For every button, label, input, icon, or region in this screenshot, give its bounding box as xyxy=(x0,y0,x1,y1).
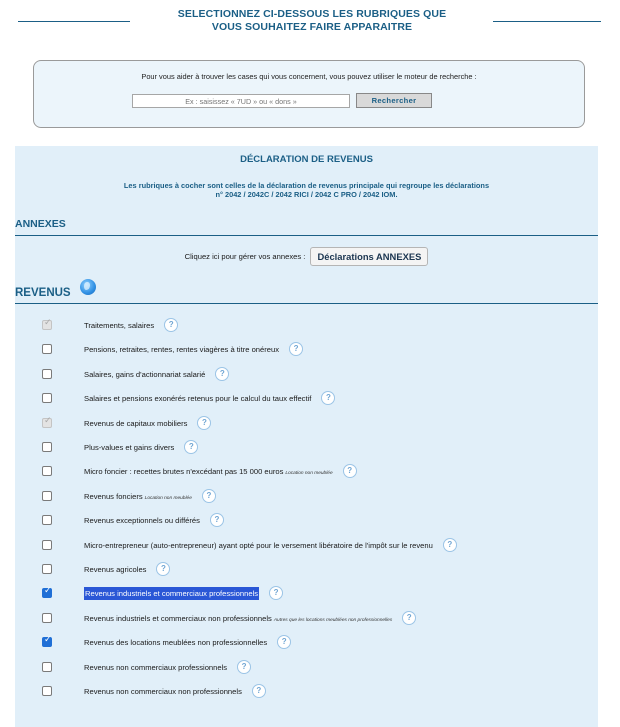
revenus-item xyxy=(15,534,598,557)
declaration-subtitle-line2: n° 2042 / 2042C / 2042 RICI / 2042 C PRO / 2042 IOM. xyxy=(215,190,398,199)
help-icon[interactable]: ? xyxy=(277,635,291,649)
revenus-item-label-group xyxy=(84,563,170,577)
revenus-item-checkbox[interactable] xyxy=(42,662,52,672)
revenus-item xyxy=(15,631,598,654)
revenus-rule xyxy=(15,303,598,304)
revenus-item xyxy=(15,338,598,361)
revenus-item-label[interactable]: Revenus non commerciaux non professionnels xyxy=(84,687,242,696)
help-icon[interactable]: ? xyxy=(237,660,251,674)
revenus-item-checkbox[interactable] xyxy=(42,637,52,647)
globe-icon[interactable] xyxy=(80,279,96,295)
revenus-item-checkbox[interactable] xyxy=(42,515,52,525)
revenus-item-checkbox[interactable] xyxy=(42,466,52,476)
help-icon[interactable]: ? xyxy=(269,586,283,600)
revenus-item-label[interactable]: Revenus exceptionnels ou différés xyxy=(84,516,200,526)
page-title xyxy=(136,8,488,34)
revenus-item-label[interactable]: Micro-entrepreneur (auto-entrepreneur) ayant opté pour le versement libératoire de l'impôt sur le revenu xyxy=(84,540,433,550)
revenus-item-label-group xyxy=(84,319,178,333)
revenus-item-label[interactable]: Salaires, gains d'actionnariat salarié xyxy=(84,369,206,379)
revenus-item-label[interactable]: Salaires et pensions exonérés retenus pour le calcul du taux effectif xyxy=(84,394,312,404)
revenus-item-label-group xyxy=(84,661,251,675)
header-rule-right xyxy=(493,21,601,22)
help-icon[interactable]: ? xyxy=(321,391,335,405)
search-hint: Pour vous aider à trouver les cases qui vous concernent, vous pouvez utiliser le moteur de recherche : xyxy=(141,72,477,81)
revenus-item-label-group xyxy=(84,392,335,406)
help-icon[interactable]: ? xyxy=(156,562,170,576)
revenus-item-checkbox xyxy=(42,320,52,330)
revenus-item-note: Location non meublée xyxy=(285,471,333,477)
revenus-item xyxy=(15,656,598,679)
help-icon[interactable]: ? xyxy=(197,416,211,430)
revenus-item-label[interactable]: Traitements, salaires xyxy=(84,321,155,330)
revenus-item-note: Autres que les locations meublées non professionnelles xyxy=(273,617,393,623)
revenus-item-label-group xyxy=(84,465,357,479)
revenus-item xyxy=(15,509,598,532)
revenus-item-label-group xyxy=(84,636,291,650)
revenus-item-checkbox[interactable] xyxy=(42,540,52,550)
help-icon[interactable]: ? xyxy=(215,367,229,381)
revenus-item-label[interactable]: Micro foncier : recettes brutes n'excédant pas 15 000 euros xyxy=(84,467,284,477)
revenus-item-label[interactable]: Revenus non commerciaux professionnels xyxy=(84,662,228,672)
revenus-item-label-group xyxy=(84,441,198,455)
revenus-item-label[interactable]: Revenus industriels et commerciaux non professionnels xyxy=(84,613,272,623)
search-input[interactable] xyxy=(132,94,350,108)
page-header xyxy=(0,6,620,46)
help-icon[interactable]: ? xyxy=(202,489,216,503)
revenus-item-checkbox[interactable] xyxy=(42,344,52,354)
annexes-button[interactable]: Déclarations ANNEXES xyxy=(310,247,428,266)
help-icon[interactable]: ? xyxy=(343,464,357,478)
revenus-item-checkbox[interactable] xyxy=(42,588,52,598)
revenus-item-label-group xyxy=(84,490,216,504)
revenus-item-checkbox[interactable] xyxy=(42,442,52,452)
revenus-heading: REVENUS xyxy=(15,287,71,299)
annexes-prompt: Cliquez ici pour gérer vos annexes : xyxy=(184,252,306,261)
revenus-item-label-group xyxy=(84,368,229,382)
revenus-item-label[interactable]: Plus-values et gains divers xyxy=(84,443,175,452)
search-button[interactable]: Rechercher xyxy=(356,93,432,108)
revenus-item-label[interactable]: Revenus de capitaux mobiliers xyxy=(84,418,188,428)
revenus-item-checkbox[interactable] xyxy=(42,369,52,379)
revenus-item-note: Location non meublée xyxy=(144,495,192,501)
revenus-item-label-group xyxy=(84,514,224,528)
revenus-item xyxy=(15,607,598,630)
revenus-item-label-group xyxy=(84,685,266,699)
help-icon[interactable]: ? xyxy=(184,440,198,454)
revenus-item-checkbox[interactable] xyxy=(42,491,52,501)
revenus-item-label[interactable]: Revenus fonciers xyxy=(84,491,143,501)
revenus-item xyxy=(15,680,598,703)
page-title-line1: SELECTIONNEZ CI-DESSOUS LES RUBRIQUES QUE xyxy=(177,8,447,20)
declaration-subtitle-line1: Les rubriques à cocher sont celles de la déclaration de revenus principale qui regroupe les déclarations xyxy=(123,181,490,190)
declaration-title: DÉCLARATION DE REVENUS xyxy=(240,154,373,165)
revenus-item xyxy=(15,314,598,337)
revenus-item xyxy=(15,387,598,410)
help-icon[interactable]: ? xyxy=(252,684,266,698)
revenus-item-checkbox xyxy=(42,418,52,428)
revenus-item xyxy=(15,485,598,508)
help-icon[interactable]: ? xyxy=(443,538,457,552)
help-icon[interactable]: ? xyxy=(164,318,178,332)
search-panel xyxy=(33,60,585,128)
revenus-item-label-group xyxy=(84,539,457,553)
revenus-item-checkbox[interactable] xyxy=(42,393,52,403)
revenus-item xyxy=(15,582,598,605)
annexes-rule xyxy=(15,235,598,236)
revenus-item-label[interactable]: Pensions, retraites, rentes, rentes viagères à titre onéreux xyxy=(84,345,280,355)
declaration-subtitle xyxy=(35,181,578,199)
revenus-item-label-group xyxy=(84,343,303,357)
help-icon[interactable]: ? xyxy=(289,342,303,356)
header-rule-left xyxy=(18,21,130,22)
revenus-item-label[interactable]: Revenus industriels et commerciaux professionnels xyxy=(85,589,259,599)
help-icon[interactable]: ? xyxy=(210,513,224,527)
revenus-item-label-group xyxy=(84,587,283,601)
annexes-heading: ANNEXES xyxy=(15,218,66,230)
annexes-row xyxy=(15,247,598,266)
page-title-line2: VOUS SOUHAITEZ FAIRE APPARAITRE xyxy=(211,21,413,33)
help-icon[interactable]: ? xyxy=(402,611,416,625)
revenus-item-checkbox[interactable] xyxy=(42,613,52,623)
revenus-item-label-group xyxy=(84,612,416,626)
revenus-item xyxy=(15,363,598,386)
revenus-item xyxy=(15,436,598,459)
revenus-item-label[interactable]: Revenus agricoles xyxy=(84,565,147,574)
revenus-item xyxy=(15,558,598,581)
revenus-item-checkbox[interactable] xyxy=(42,564,52,574)
revenus-item xyxy=(15,412,598,435)
revenus-item-label[interactable]: Revenus des locations meublées non professionnelles xyxy=(84,638,268,648)
revenus-item-label-group xyxy=(84,417,211,431)
revenus-item-checkbox[interactable] xyxy=(42,686,52,696)
revenus-item xyxy=(15,460,598,483)
